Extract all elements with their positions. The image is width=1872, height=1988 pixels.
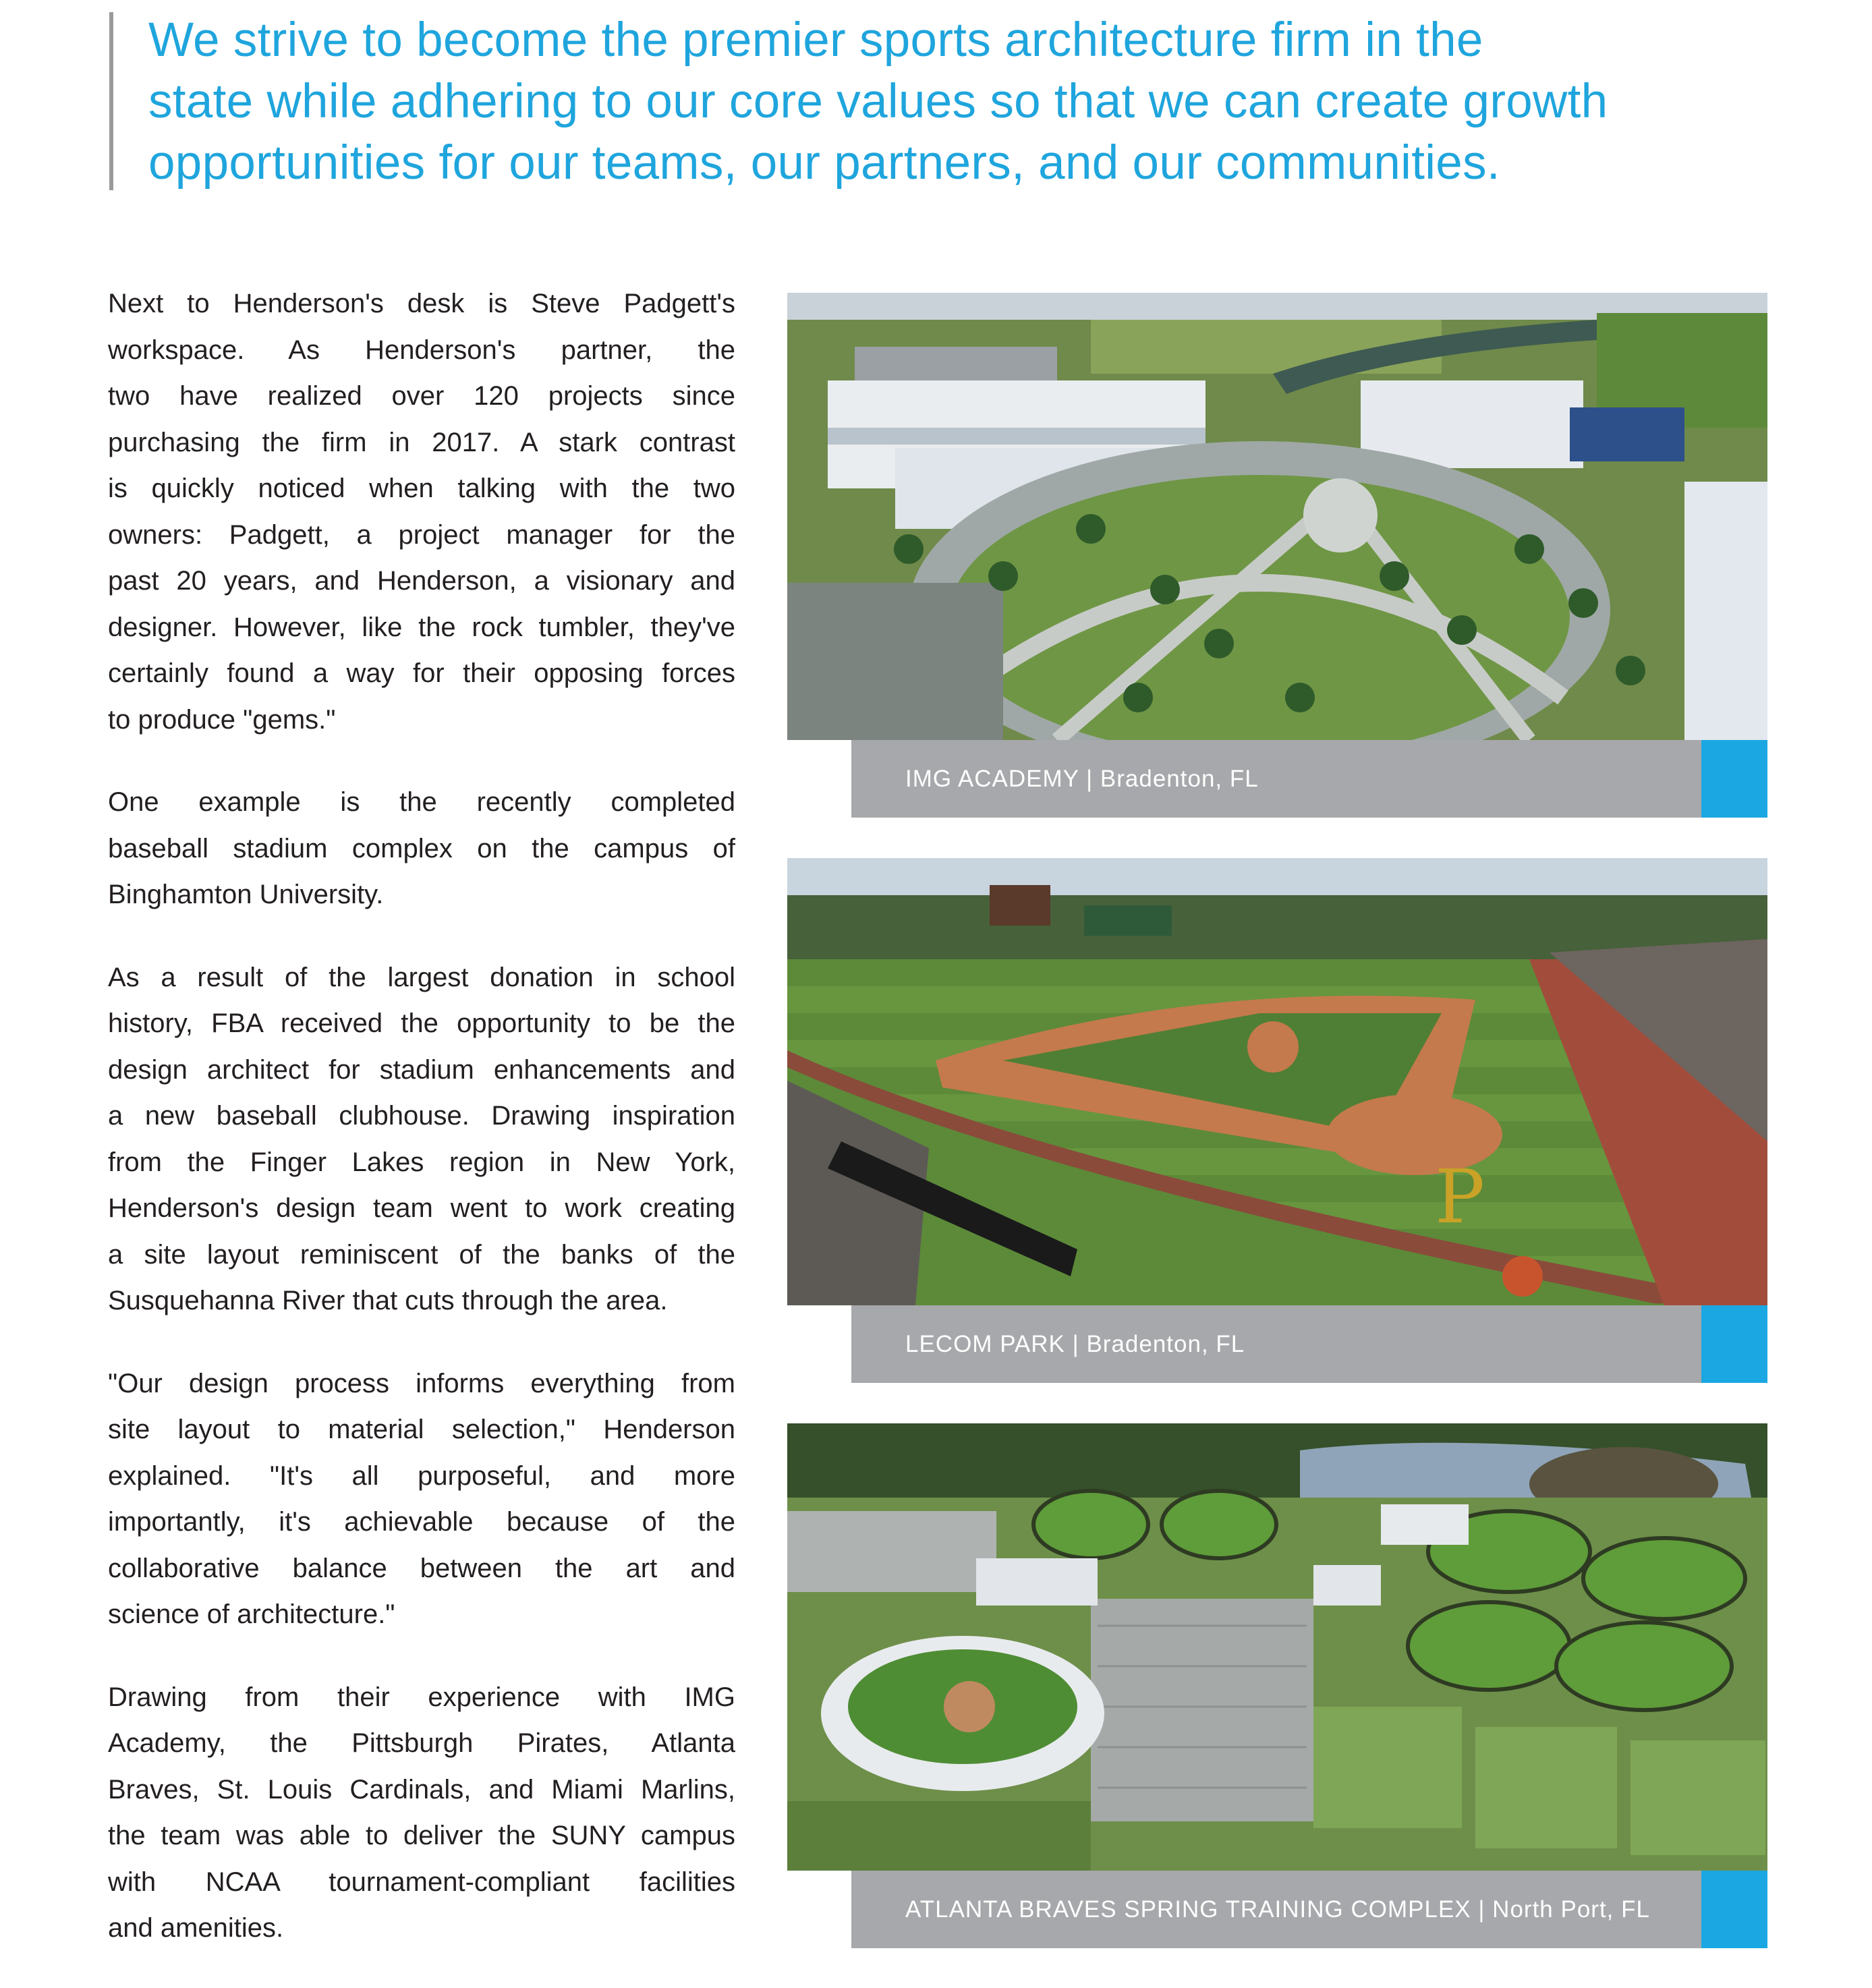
text-line: Binghamton University. [108, 880, 384, 909]
text-line: two have realized over 120 projects since [108, 381, 735, 411]
article-body [108, 281, 735, 1988]
text-line: baseball stadium complex on the campus of [108, 833, 735, 863]
caption-accent [1701, 1305, 1767, 1383]
text-line: Henderson's design team went to work creating [108, 1193, 735, 1223]
text-line: Next to Henderson's desk is Steve Padgett's [108, 289, 735, 318]
text-line: One example is the recently completed [108, 787, 735, 817]
photo-caption [851, 1871, 1767, 1948]
caption-accent [1701, 1871, 1767, 1948]
text-line: to produce "gems." [108, 704, 336, 735]
text-line: collaborative balance between the art and [108, 1553, 735, 1583]
text-line: Braves, St. Louis Cardinals, and Miami Marlins, [108, 1774, 735, 1805]
lecom-park-photo [787, 858, 1767, 1305]
paragraph [108, 1674, 735, 1952]
text-line: designer. However, like the rock tumbler, they've [108, 612, 735, 642]
text-line: science of architecture." [108, 1599, 395, 1629]
text-line: the team was able to deliver the SUNY campus [108, 1821, 735, 1850]
text-line: certainly found a way for their opposing forces [108, 658, 735, 688]
paragraph [108, 281, 735, 743]
pull-quote-line: opportunities for our teams, our partners, and our communities. [148, 136, 1500, 190]
photo-caption [851, 1305, 1767, 1383]
text-line: explained. "It's all purposeful, and more [108, 1460, 735, 1491]
pull-quote [148, 9, 1767, 194]
text-line: past 20 years, and Henderson, a visionary and [108, 566, 735, 596]
text-line: with NCAA tournament-compliant facilities [108, 1867, 735, 1897]
text-line: a site layout reminiscent of the banks of the [108, 1239, 735, 1270]
caption-text: LECOM PARK | Bradenton, FL [905, 1331, 1245, 1357]
text-line: owners: Padgett, a project manager for the [108, 519, 735, 550]
text-line: "Our design process informs everything from [108, 1368, 735, 1398]
svg-text:P: P [1435, 1154, 1485, 1240]
text-line: history, FBA received the opportunity to be the [108, 1009, 735, 1038]
paragraph [108, 1361, 735, 1638]
text-line: and amenities. [108, 1913, 284, 1943]
text-line: Drawing from their experience with IMG [108, 1682, 735, 1712]
photo-caption [851, 740, 1767, 818]
pull-quote-line: state while adhering to our core values so that we can create growth [148, 75, 1608, 128]
quote-bar [109, 12, 113, 190]
text-line: Susquehanna River that cuts through the area. [108, 1286, 668, 1315]
text-line: a new baseball clubhouse. Drawing inspiration [108, 1101, 735, 1131]
pull-quote-line: We strive to become the premier sports architecture firm in the [148, 13, 1483, 67]
img-academy-photo [787, 293, 1767, 740]
caption-text: ATLANTA BRAVES SPRING TRAINING COMPLEX | North Port, FL [905, 1896, 1650, 1923]
text-line: site layout to material selection," Henderson [108, 1415, 735, 1444]
text-line: Academy, the Pittsburgh Pirates, Atlanta [108, 1728, 735, 1758]
caption-accent [1701, 740, 1767, 818]
text-line: is quickly noticed when talking with the two [108, 474, 735, 503]
paragraph [108, 955, 735, 1324]
text-line: As a result of the largest donation in school [108, 962, 735, 992]
text-line: workspace. As Henderson's partner, the [108, 335, 735, 365]
text-line: importantly, it's achievable because of the [108, 1507, 735, 1537]
text-line: design architect for stadium enhancements and [108, 1054, 735, 1085]
text-line: purchasing the firm in 2017. A stark contrast [108, 427, 735, 457]
text-line: from the Finger Lakes region in New York, [108, 1147, 735, 1177]
paragraph [108, 779, 735, 918]
braves-complex-photo [787, 1423, 1767, 1871]
caption-text: IMG ACADEMY | Bradenton, FL [905, 766, 1259, 792]
